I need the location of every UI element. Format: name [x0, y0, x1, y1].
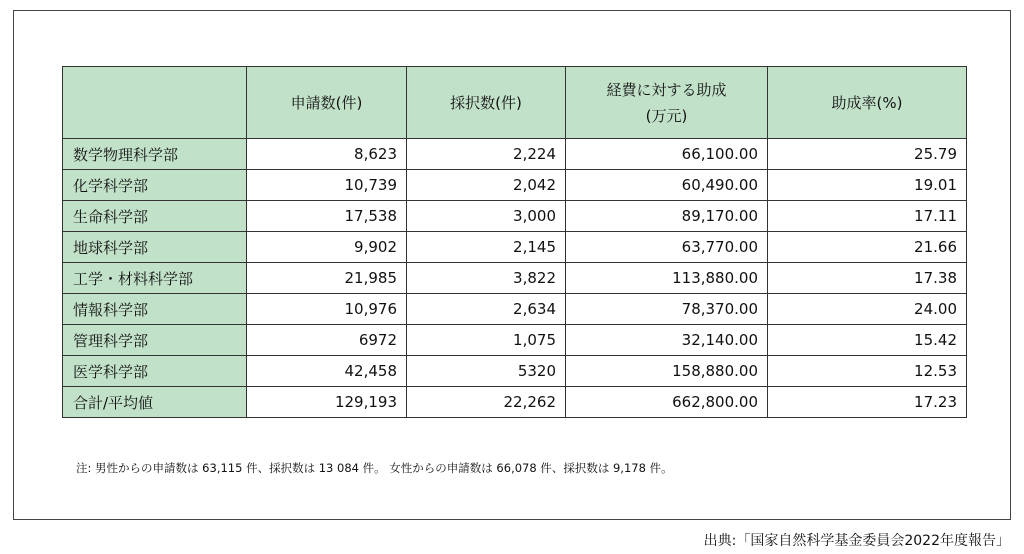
- cell-awards: 22,262: [407, 387, 566, 418]
- cell-awards: 1,075: [407, 325, 566, 356]
- table-row: [63, 201, 967, 232]
- cell-applications: 21,985: [247, 263, 407, 294]
- cell-funding: 60,490.00: [566, 170, 768, 201]
- cell-applications: 42,458: [247, 356, 407, 387]
- cell-applications: 17,538: [247, 201, 407, 232]
- cell-awards: 2,042: [407, 170, 566, 201]
- cell-department: 管理科学部: [63, 325, 247, 356]
- cell-applications: 10,739: [247, 170, 407, 201]
- cell-rate: 17.23: [768, 387, 967, 418]
- cell-awards: 3,000: [407, 201, 566, 232]
- cell-funding: 113,880.00: [566, 263, 768, 294]
- cell-funding: 63,770.00: [566, 232, 768, 263]
- cell-rate: 25.79: [768, 139, 967, 170]
- header-cell-awards: 採択数(件): [407, 67, 566, 139]
- cell-department: 数学物理科学部: [63, 139, 247, 170]
- cell-applications: 10,976: [247, 294, 407, 325]
- cell-funding: 32,140.00: [566, 325, 768, 356]
- cell-applications: 8,623: [247, 139, 407, 170]
- cell-rate: 12.53: [768, 356, 967, 387]
- header-cell-department: [63, 67, 247, 139]
- cell-awards: 3,822: [407, 263, 566, 294]
- table-note: 注: 男性からの申請数は 63,115 件、採択数は 13 084 件。 女性からの申請数は 66,078 件、採択数は 9,178 件。: [76, 461, 673, 475]
- grant-table: [62, 66, 967, 418]
- cell-department: 化学科学部: [63, 170, 247, 201]
- cell-awards: 2,145: [407, 232, 566, 263]
- table-row: [63, 294, 967, 325]
- cell-rate: 19.01: [768, 170, 967, 201]
- cell-department: 生命科学部: [63, 201, 247, 232]
- cell-department: 医学科学部: [63, 356, 247, 387]
- cell-department: 合計/平均値: [63, 387, 247, 418]
- cell-rate: 17.38: [768, 263, 967, 294]
- cell-rate: 21.66: [768, 232, 967, 263]
- cell-department: 工学・材料科学部: [63, 263, 247, 294]
- cell-department: 情報科学部: [63, 294, 247, 325]
- cell-applications: 129,193: [247, 387, 407, 418]
- cell-funding: 89,170.00: [566, 201, 768, 232]
- cell-funding: 158,880.00: [566, 356, 768, 387]
- header-cell-applications: 申請数(件): [247, 67, 407, 139]
- header-cell-funding: 経費に対する助成 (万元): [566, 67, 768, 139]
- table-row: [63, 325, 967, 356]
- table-row: [63, 139, 967, 170]
- table-row: [63, 263, 967, 294]
- cell-awards: 5320: [407, 356, 566, 387]
- table-row: [63, 232, 967, 263]
- cell-applications: 6972: [247, 325, 407, 356]
- cell-rate: 15.42: [768, 325, 967, 356]
- cell-rate: 17.11: [768, 201, 967, 232]
- cell-awards: 2,634: [407, 294, 566, 325]
- table-row: [63, 356, 967, 387]
- header-row: [63, 67, 967, 139]
- cell-rate: 24.00: [768, 294, 967, 325]
- cell-funding: 662,800.00: [566, 387, 768, 418]
- cell-funding: 66,100.00: [566, 139, 768, 170]
- source-citation: 出典:「国家自然科学基金委員会2022年度報告」: [703, 533, 1010, 549]
- cell-awards: 2,224: [407, 139, 566, 170]
- cell-applications: 9,902: [247, 232, 407, 263]
- table-row: [63, 387, 967, 418]
- table-row: [63, 170, 967, 201]
- cell-funding: 78,370.00: [566, 294, 768, 325]
- header-cell-rate: 助成率(%): [768, 67, 967, 139]
- cell-department: 地球科学部: [63, 232, 247, 263]
